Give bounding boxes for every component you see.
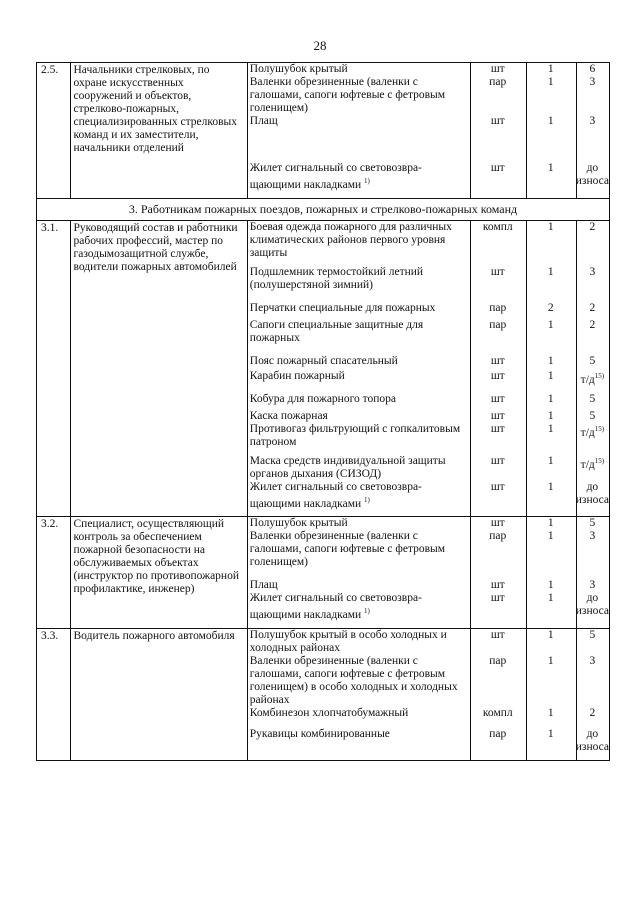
- item-term: 3: [589, 579, 596, 592]
- item-unit: шт: [490, 63, 505, 75]
- item-unit: шт: [490, 115, 505, 127]
- item-unit: шт: [490, 354, 505, 367]
- item-row: [248, 221, 609, 260]
- item-term: $т/д^{15)}$: [580, 456, 605, 471]
- item-qty: 1: [547, 76, 554, 88]
- item-qty: 1: [547, 454, 554, 467]
- item-qty: 1: [547, 162, 554, 174]
- item-qty: 1: [547, 392, 554, 405]
- item-qty: 1: [547, 63, 554, 75]
- item-name: Полушубок крытый в особо холодных и холодных районах: [249, 629, 447, 655]
- item-term: 2: [589, 318, 596, 331]
- item-term: 5: [589, 629, 596, 642]
- item-qty: 1: [547, 592, 554, 605]
- section-row: [37, 199, 609, 221]
- item-qty: 1: [547, 409, 554, 422]
- item-qty: 1: [547, 629, 554, 642]
- item-unit: пар: [489, 655, 507, 668]
- item-row: [248, 728, 609, 754]
- item-name: Полушубок крытый: [249, 517, 348, 530]
- row-number: 3.3.: [37, 629, 71, 760]
- item-name: Плащ: [249, 579, 278, 592]
- item-name: Рукавицы комбинированные: [249, 728, 390, 741]
- item-row: [248, 162, 609, 192]
- item-qty: 1: [547, 318, 554, 331]
- position-title: Начальники стрелковых, по охране искусственных сооружений и объектов, стрелково-пожарных, специализированных стрелковых команд и их заместители, начальники отделений: [71, 63, 248, 198]
- item-row: [248, 319, 609, 345]
- item-unit: пар: [489, 318, 507, 331]
- item-row: [248, 393, 609, 406]
- item-unit: шт: [490, 422, 505, 435]
- item-term: 3: [589, 265, 596, 278]
- item-name: Жилет сигнальный со световозвра-щающими накладками $^{1)}$: [249, 592, 422, 622]
- item-term: до износа: [575, 480, 610, 506]
- row-number: 3.1.: [37, 221, 71, 517]
- item-row: [248, 655, 609, 707]
- item-unit: компл: [482, 707, 513, 720]
- item-row: [248, 302, 609, 315]
- item-qty: 1: [547, 728, 554, 741]
- item-term: 2: [589, 301, 596, 314]
- item-unit: шт: [490, 517, 505, 530]
- item-row: [248, 707, 609, 720]
- item-name: Подшлемник термостойкий летний (полушерстяной зимний): [249, 265, 424, 291]
- item-row: [248, 410, 609, 423]
- item-unit: шт: [490, 592, 505, 605]
- row-number: 3.2.: [37, 517, 71, 628]
- items-cell: [248, 517, 609, 628]
- item-row: [248, 481, 609, 511]
- items-cell: [248, 221, 609, 517]
- item-unit: пар: [489, 301, 507, 314]
- item-qty: 1: [547, 265, 554, 278]
- item-qty: 1: [547, 369, 554, 382]
- table-row: [37, 629, 609, 760]
- items-cell: [248, 629, 609, 760]
- position-title: Специалист, осуществляющий контроль за обеспечением пожарной безопасности на обслуживаемых объектах (инструктор по противопожарной профилактике, инженер): [71, 517, 248, 628]
- table-row: [37, 517, 609, 629]
- item-unit: шт: [490, 579, 505, 592]
- item-row: [248, 579, 609, 592]
- item-name: Валенки обрезиненные (валенки с галошами, сапоги юфтевые с фетровым голенищем) в особо холодных и холодных районах: [249, 655, 458, 707]
- item-name: Полушубок крытый: [249, 63, 348, 75]
- item-qty: 1: [547, 655, 554, 668]
- item-term: 5: [589, 392, 596, 405]
- item-term: 6: [589, 63, 596, 75]
- item-unit: пар: [489, 728, 507, 741]
- item-row: [248, 629, 609, 655]
- position-title: Руководящий состав и работники рабочих профессий, мастер по газодымозащитной службе, водители пожарных автомобилей: [71, 221, 248, 517]
- item-term: 3: [589, 530, 596, 543]
- item-unit: шт: [490, 265, 505, 278]
- item-qty: 1: [547, 579, 554, 592]
- item-name: Валенки обрезиненные (валенки с галошами, сапоги юфтевые с фетровым голенищем): [249, 76, 446, 114]
- item-name: Противогаз фильтрующий с гопкалитовым патроном: [249, 422, 461, 448]
- item-unit: шт: [490, 409, 505, 422]
- item-qty: 1: [547, 220, 554, 233]
- item-term: $т/д^{15)}$: [580, 424, 605, 439]
- section-title: 3. Работникам пожарных поездов, пожарных и стрелково-пожарных команд: [128, 201, 518, 216]
- item-unit: шт: [490, 454, 505, 467]
- item-term: 3: [589, 76, 596, 88]
- item-row: [248, 517, 609, 530]
- item-term: 3: [589, 655, 596, 668]
- table-row: [37, 221, 609, 518]
- item-row: [248, 592, 609, 622]
- items-cell: [248, 63, 609, 198]
- item-name: Карабин пожарный: [249, 369, 345, 382]
- item-term: до износа: [575, 592, 610, 618]
- item-name: Плащ: [249, 115, 278, 127]
- item-unit: шт: [490, 480, 505, 493]
- item-qty: 1: [547, 115, 554, 127]
- item-name: Каска пожарная: [249, 409, 328, 422]
- item-unit: пар: [489, 530, 507, 543]
- item-name: Кобура для пожарного топора: [249, 392, 397, 405]
- item-row: [248, 63, 609, 76]
- item-unit: компл: [482, 220, 513, 233]
- item-name: Жилет сигнальный со световозвра-щающими накладками $^{1)}$: [249, 480, 422, 510]
- item-unit: шт: [490, 629, 505, 642]
- item-term: $т/д^{15)}$: [580, 371, 605, 386]
- item-name: Валенки обрезиненные (валенки с галошами, сапоги юфтевые с фетровым голенищем): [249, 530, 446, 569]
- table-row: [37, 63, 609, 199]
- item-name: Пояс пожарный спасательный: [249, 354, 398, 367]
- item-term: 3: [589, 115, 596, 127]
- item-name: Перчатки специальные для пожарных: [249, 301, 436, 314]
- item-qty: 1: [547, 707, 554, 720]
- item-row: [248, 76, 609, 115]
- item-row: [248, 455, 609, 481]
- page-number: 28: [313, 38, 327, 53]
- item-name: Комбинезон хлопчатобумажный: [249, 707, 409, 720]
- item-row: [248, 370, 609, 387]
- row-number: 2.5.: [37, 63, 71, 198]
- item-name: Сапоги специальные защитные для пожарных: [249, 318, 424, 344]
- item-unit: пар: [489, 76, 507, 88]
- item-name: Маска средств индивидуальной защиты органов дыхания (СИЗОД): [249, 454, 446, 480]
- item-row: [248, 530, 609, 569]
- item-qty: 1: [547, 480, 554, 493]
- item-qty: 1: [547, 422, 554, 435]
- item-qty: 1: [547, 517, 554, 530]
- item-qty: 1: [547, 530, 554, 543]
- item-row: [248, 355, 609, 368]
- item-unit: шт: [490, 369, 505, 382]
- item-name: Боевая одежда пожарного для различных климатических районов первого уровня защиты: [249, 220, 452, 259]
- item-term: 2: [589, 707, 596, 720]
- item-term: 2: [589, 220, 596, 233]
- item-name: Жилет сигнальный со световозвра-щающими накладками $^{1)}$: [249, 162, 422, 191]
- item-unit: шт: [490, 162, 505, 174]
- norms-table: [36, 62, 610, 761]
- item-row: [248, 115, 609, 128]
- item-qty: 1: [547, 354, 554, 367]
- item-term: до износа: [575, 728, 610, 754]
- item-term: 5: [589, 354, 596, 367]
- item-qty: 2: [547, 301, 554, 314]
- item-row: [248, 266, 609, 292]
- item-term: до износа: [575, 162, 610, 187]
- item-row: [248, 423, 609, 449]
- item-term: 5: [589, 409, 596, 422]
- item-term: 5: [589, 517, 596, 530]
- position-title: Водитель пожарного автомобиля: [71, 629, 248, 760]
- item-unit: шт: [490, 392, 505, 405]
